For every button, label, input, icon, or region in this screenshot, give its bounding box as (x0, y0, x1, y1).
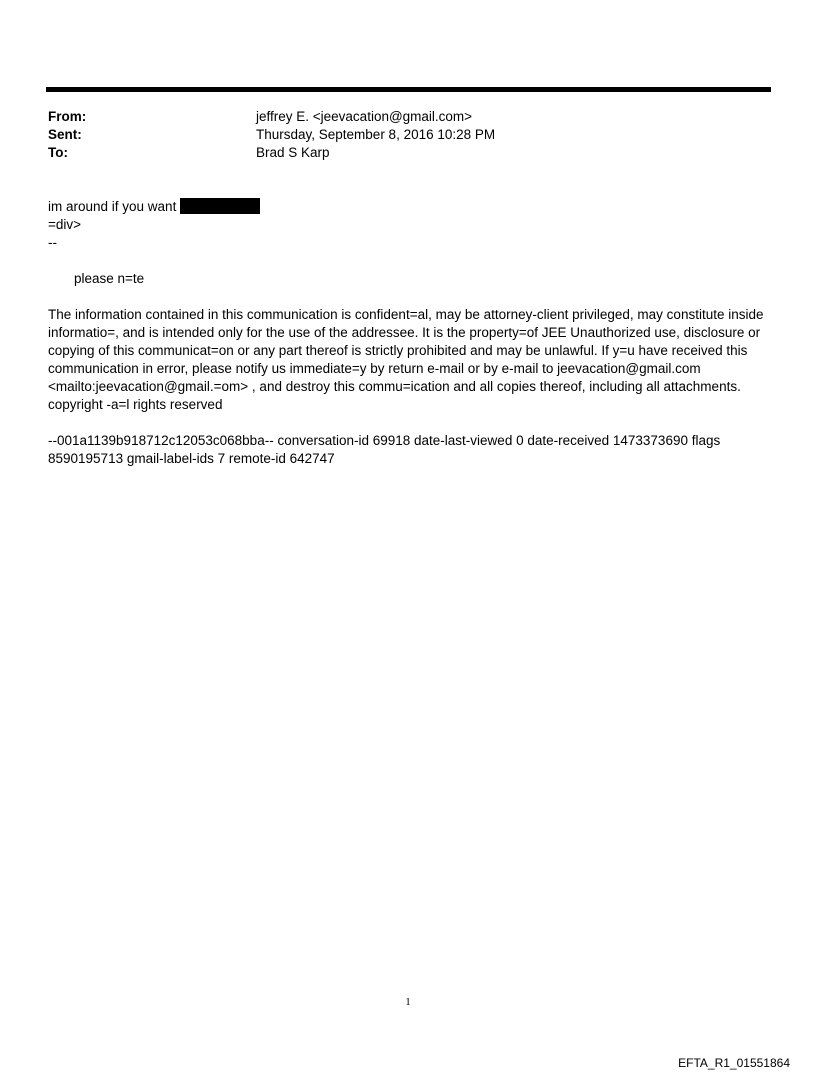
document-id: EFTA_R1_01551864 (678, 1056, 790, 1070)
metadata-paragraph: --001a1139b918712c12053c068bba-- conversation-id 69918 date-last-viewed 0 date-received 1473373690 flags 8590195713 gmail-label-ids 7 remote-id 642747 (48, 433, 721, 466)
email-body (48, 198, 768, 468)
redaction-box (180, 198, 260, 214)
body-line-3: -- (48, 235, 57, 250)
from-value: jeffrey E. <jeevacation@gmail.com> (256, 109, 473, 124)
to-value: Brad S Karp (256, 145, 330, 160)
sent-row (48, 126, 748, 144)
email-header (48, 108, 748, 162)
from-row (48, 108, 748, 126)
from-label: From: (48, 109, 87, 124)
page-number: 1 (405, 996, 411, 1008)
sent-label: Sent: (48, 127, 82, 142)
disclaimer-paragraph: The information contained in this communication is confident=al, may be attorney-client privileged, may constitute inside informatio=, and is intended only for the use of the addressee. It is the property=of JEE Unauthorized use, disclosure or copying of this communicat=on or any part thereof is strictly prohibited and may be unlawful. If y=u have received this communication in error, please notify us immediate=y by return e-mail or by e-mail to jeevacation@gmail.com <mailto:jeevacation@gmail.=om> , and destroy this commu=ication and all copies thereof, including all attachments. copyright -a=l rights reserved (48, 307, 764, 412)
to-label: To: (48, 145, 68, 160)
body-line-2: =div> (48, 217, 82, 232)
body-line-1 (48, 198, 768, 216)
to-row (48, 144, 748, 162)
sent-value: Thursday, September 8, 2016 10:28 PM (256, 127, 496, 142)
body-text: im around if you want (48, 199, 177, 214)
note-line: please n=te (74, 271, 145, 286)
header-divider (46, 87, 771, 92)
